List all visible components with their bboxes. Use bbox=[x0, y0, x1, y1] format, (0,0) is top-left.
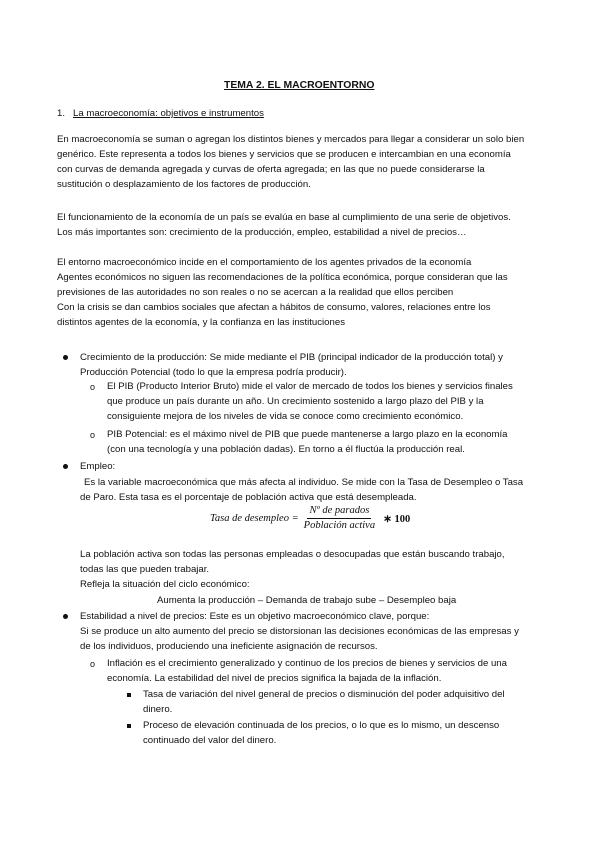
bullet-line: Estabilidad a nivel de precios: Este es un objetivo macroeconómico clave, porque: bbox=[80, 611, 430, 622]
formula-rhs: ∗ 100 bbox=[383, 513, 411, 525]
cycle-line: Aumenta la producción – Demanda de trabajo sube – Desempleo baja bbox=[157, 595, 457, 606]
paragraph-line: Agentes económicos no siguen las recomendaciones de la política económica, porque consideran que las bbox=[57, 272, 508, 283]
sub-bullet-line: economía. La estabilidad del nivel de precios significa la bajada de la inflación. bbox=[107, 673, 442, 684]
bullet-line: Es la variable macroeconómica que más afecta al individuo. Se mide con la Tasa de Desempleo o Tasa bbox=[84, 477, 524, 488]
bullet-icon bbox=[63, 464, 68, 469]
paragraph-line: sustitución o desplazamiento de los factores de producción. bbox=[57, 179, 311, 190]
paragraph-line: Con la crisis se dan cambios sociales que afectan a hábitos de consumo, valores, relaciones entre los bbox=[57, 302, 491, 313]
bullet-line: Producción Potencial (todo lo que la empresa podría producir). bbox=[80, 367, 347, 378]
sub-sub-bullet-line: dinero. bbox=[143, 704, 173, 715]
unemployment-formula bbox=[210, 505, 410, 532]
paragraph-line: El entorno macroeconómico incide en el comportamiento de los agentes privados de la economía bbox=[57, 257, 472, 268]
paragraph-line: previsiones de las autoridades no son reales o no se acercan a la realidad que ellos perciben bbox=[57, 287, 454, 298]
formula-numerator: Nº de parados bbox=[307, 505, 371, 519]
bullet-heading: Empleo: bbox=[80, 461, 116, 472]
section-number: 1. bbox=[57, 108, 66, 119]
sub-bullet-line: PIB Potencial: es el máximo nivel de PIB que puede mantenerse a largo plazo en la economía bbox=[107, 429, 508, 440]
formula-denominator: Población activa bbox=[303, 520, 376, 531]
bullet-icon bbox=[63, 355, 68, 360]
document-title: TEMA 2. EL MACROENTORNO bbox=[224, 80, 375, 91]
formula-lhs: Tasa de desempleo = bbox=[210, 513, 299, 524]
sub-bullet-line: que produce un país durante un año. Un crecimiento sostenido a largo plazo del PIB y la bbox=[107, 396, 484, 407]
sub-bullet-line: (con una tecnología y una población dadas). En torno a él fluctúa la producción real. bbox=[107, 444, 465, 455]
bullet-line: de Paro. Esta tasa es el porcentaje de población activa que está desempleada. bbox=[80, 492, 417, 503]
circle-bullet-icon: o bbox=[90, 382, 96, 392]
formula-fraction bbox=[302, 505, 377, 532]
paragraph-line: con curvas de demanda agregada y curvas de oferta agregada; en las que no puede considerarse la bbox=[57, 164, 485, 175]
paragraph-line: El funcionamiento de la economía de un país se evalúa en base al cumplimiento de una serie de objetivos. bbox=[57, 212, 511, 223]
sub-bullet-line: Inflación es el crecimiento generalizado y continuo de los precios de bienes y servicios de una bbox=[107, 658, 507, 669]
sub-bullet-line: El PIB (Producto Interior Bruto) mide el valor de mercado de todos los bienes y servicios finales bbox=[107, 381, 513, 392]
bullet-line: La población activa son todas las personas empleadas o desocupadas que están buscando trabajo, bbox=[80, 549, 505, 560]
bullet-line: Si se produce un alto aumento del precio se distorsionan las decisiones económicas de las empresas y bbox=[80, 626, 519, 637]
circle-bullet-icon: o bbox=[90, 659, 96, 669]
square-bullet-icon bbox=[127, 693, 131, 697]
paragraph-line: distintos agentes de la economía, y la confianza en las instituciones bbox=[57, 317, 345, 328]
bullet-icon bbox=[63, 614, 68, 619]
sub-sub-bullet-line: Tasa de variación del nivel general de precios o disminución del poder adquisitivo del bbox=[143, 689, 505, 700]
section-title: La macroeconomía: objetivos e instrumentos bbox=[73, 108, 264, 119]
paragraph-line: Los más importantes son: crecimiento de la producción, empleo, estabilidad a nivel de precios… bbox=[57, 227, 467, 238]
circle-bullet-icon: o bbox=[90, 430, 96, 440]
paragraph-line: genérico. Este representa a todos los bienes y servicios que se producen e intercambian en una economía bbox=[57, 149, 511, 160]
sub-sub-bullet-line: Proceso de elevación continuada de los precios, o lo que es lo mismo, un descenso bbox=[143, 720, 500, 731]
sub-bullet-line: consiguiente mejora de los niveles de vida se conoce como crecimiento económico. bbox=[107, 411, 464, 422]
bullet-line: de los individuos, produciendo una ineficiente asignación de recursos. bbox=[80, 641, 378, 652]
bullet-line: Crecimiento de la producción: Se mide mediante el PIB (principal indicador de la producción total) y bbox=[80, 352, 503, 363]
bullet-line: Refleja la situación del ciclo económico: bbox=[80, 579, 250, 590]
sub-sub-bullet-line: continuado del valor del dinero. bbox=[143, 735, 277, 746]
bullet-line: todas las que pueden trabajar. bbox=[80, 564, 210, 575]
paragraph-line: En macroeconomía se suman o agregan los distintos bienes y mercados para llegar a considerar un solo bien bbox=[57, 134, 525, 145]
square-bullet-icon bbox=[127, 724, 131, 728]
